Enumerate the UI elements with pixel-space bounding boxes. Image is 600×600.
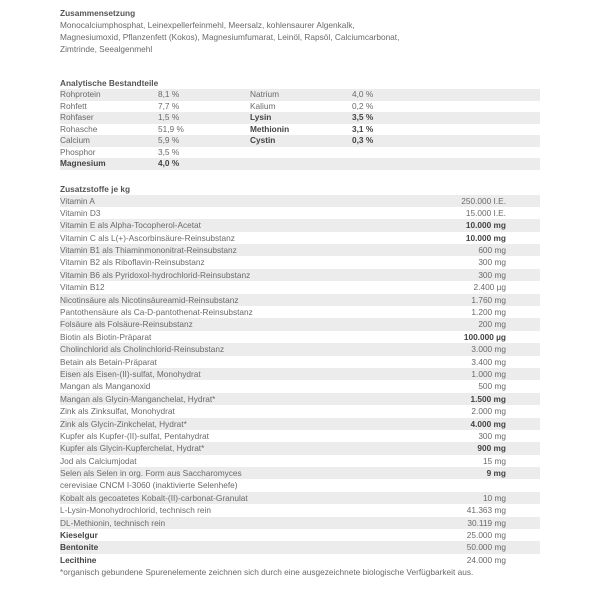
analytics-name: Rohprotein (60, 89, 101, 99)
additive-value: 300 mg (478, 257, 506, 268)
additive-name: cerevisiae CNCM I-3060 (inaktivierte Selenhefe) (60, 480, 238, 491)
analytics-title: Analytische Bestandteile (60, 78, 159, 88)
analytics-table (60, 89, 540, 170)
additive-row (60, 541, 540, 553)
additive-name: Kieselgur (60, 530, 98, 541)
additive-row (60, 232, 540, 244)
additive-name: Nicotinsäure als Nicotinsäureamid-Reinsubstanz (60, 294, 239, 305)
additive-name: Zink als Zinksulfat, Monohydrat (60, 406, 175, 417)
additive-value: 15.000 I.E. (465, 207, 506, 218)
additive-name: Vitamin B6 als Pyridoxol-hydrochlorid-Reinsubstanz (60, 269, 251, 280)
additive-row (60, 207, 540, 219)
analytics-row (60, 135, 540, 147)
additive-row (60, 380, 540, 392)
additive-row (60, 368, 540, 380)
analytics-name: Lysin (250, 112, 272, 122)
additive-name: Mangan als Manganoxid (60, 381, 151, 392)
analytics-row (60, 101, 540, 113)
additive-row (60, 455, 540, 467)
analytics-value: 3,1 % (352, 123, 374, 134)
additive-row (60, 405, 540, 417)
analytics-value: 0,3 % (352, 135, 374, 145)
additive-name: Vitamin E als Alpha-Tocopherol-Acetat (60, 220, 201, 231)
additive-value: 10 mg (482, 492, 506, 503)
additive-value: 9 mg (486, 468, 506, 479)
additive-row (60, 393, 540, 405)
analytics-name (250, 147, 352, 159)
analytics-name: Rohfaser (60, 112, 94, 122)
additive-name: Eisen als Eisen-(II)-sulfat, Monohydrat (60, 368, 201, 379)
composition-line: Zimtrinde, Seealgenmehl (60, 44, 153, 54)
additive-value: 1.500 mg (470, 393, 506, 404)
document (60, 7, 540, 578)
additive-name: Vitamin B12 (60, 282, 105, 293)
additive-value: 25.000 mg (466, 530, 506, 541)
additive-row (60, 430, 540, 442)
additive-value: 10.000 mg (465, 232, 506, 243)
analytics-name (250, 158, 352, 170)
additive-name: DL-Methionin, technisch rein (60, 517, 166, 528)
additive-row (60, 281, 540, 293)
additive-name: Vitamin A (60, 195, 95, 206)
analytics-name: Cystin (250, 135, 276, 145)
analytics-value: 5,9 % (158, 135, 180, 145)
additive-name: Vitamin C als L(+)-Ascorbinsäure-Reinsubstanz (60, 232, 235, 243)
additives-table (60, 195, 540, 567)
analytics-row (60, 112, 540, 124)
analytics-name: Rohasche (60, 123, 98, 134)
additive-name: Mangan als Glycin-Manganchelat, Hydrat* (60, 393, 216, 404)
additive-row (60, 479, 540, 491)
additive-name: Vitamin B1 als Thiaminmononitrat-Reinsubstanz (60, 245, 237, 256)
additive-name: Kupfer als Glycin-Kupferchelat, Hydrat* (60, 443, 205, 454)
additive-value: 3.000 mg (471, 344, 506, 355)
additive-value: 1.200 mg (471, 307, 506, 318)
additive-row (60, 306, 540, 318)
additive-name: Jod als Calciumjodat (60, 455, 137, 466)
analytics-value: 7,7 % (158, 100, 180, 111)
additive-row (60, 195, 540, 207)
additive-value: 500 mg (478, 381, 506, 392)
additive-value: 41.363 mg (466, 505, 506, 516)
additive-name: Lecithine (60, 554, 97, 565)
analytics-row (60, 158, 540, 170)
additive-name: Cholinchlorid als Cholinchlorid-Reinsubstanz (60, 344, 225, 355)
additive-row (60, 504, 540, 516)
analytics-value: 3,5 % (352, 112, 374, 122)
analytics-value (352, 147, 432, 159)
additive-value: 200 mg (478, 319, 506, 330)
additive-value: 900 mg (477, 443, 506, 454)
additive-row (60, 269, 540, 281)
composition-line: Monocalciumphosphat, Leinexpellerfeinmehl, Meersalz, kohlensaurer Algenkalk, (60, 20, 355, 30)
additive-value: 4.000 mg (470, 418, 506, 429)
additive-row (60, 442, 540, 454)
analytics-name: Natrium (250, 89, 280, 99)
additive-value: 300 mg (478, 430, 506, 441)
additive-value: 15 mg (482, 455, 506, 466)
analytics-value: 0,2 % (352, 100, 374, 111)
footnote: *organisch gebundene Spurenelemente zeichnen sich durch eine ausgezeichnete biologische Verfügbarkeit aus. (60, 567, 474, 578)
additive-row (60, 356, 540, 368)
analytics-name: Phosphor (60, 146, 96, 157)
additive-name: Selen als Selen in org. Form aus Saccharomyces (60, 468, 242, 479)
additive-value: 10.000 mg (465, 220, 506, 231)
additive-name: Kupfer als Kupfer-(II)-sulfat, Pentahydrat (60, 430, 209, 441)
analytics-row (60, 147, 540, 159)
additive-value: 50.000 mg (466, 542, 506, 553)
additive-row (60, 467, 540, 479)
additive-value (420, 479, 540, 491)
additive-row (60, 492, 540, 504)
additive-row (60, 554, 540, 566)
additive-row (60, 219, 540, 231)
additive-name: Biotin als Biotin-Präparat (60, 331, 152, 342)
analytics-name: Kalium (250, 100, 276, 111)
additive-value: 1.760 mg (471, 294, 506, 305)
additive-row (60, 244, 540, 256)
additive-value: 600 mg (478, 245, 506, 256)
additive-row (60, 256, 540, 268)
additive-row (60, 318, 540, 330)
additive-value: 100.000 µg (463, 331, 506, 342)
analytics-name: Calcium (60, 135, 90, 145)
additive-value: 300 mg (478, 269, 506, 280)
additive-row (60, 294, 540, 306)
additive-row (60, 331, 540, 343)
additives-title: Zusatzstoffe je kg (60, 183, 131, 194)
additive-name: Kobalt als gecoatetes Kobalt-(II)-carbonat-Granulat (60, 492, 248, 503)
analytics-value: 51,9 % (158, 123, 184, 134)
analytics-value: 3,5 % (158, 146, 180, 157)
additive-value: 1.000 mg (471, 368, 506, 379)
analytics-name: Methionin (250, 123, 290, 134)
analytics-value: 4,0 % (158, 158, 180, 168)
additive-value: 2.400 µg (473, 282, 506, 293)
additive-row (60, 529, 540, 541)
analytics-row (60, 124, 540, 136)
composition-text (60, 19, 540, 55)
analytics-value: 1,5 % (158, 112, 180, 122)
additive-row (60, 418, 540, 430)
additive-name: Zink als Glycin-Zinkchelat, Hydrat* (60, 418, 187, 429)
analytics-row (60, 89, 540, 101)
additive-name: L-Lysin-Monohydrochlorid, technisch rein (60, 505, 211, 516)
additive-value: 250.000 I.E. (461, 195, 506, 206)
additive-value: 3.400 mg (471, 356, 506, 367)
additive-name: Pantothensäure als Ca-D-pantothenat-Reinsubstanz (60, 307, 253, 318)
additive-name: Vitamin B2 als Riboflavin-Reinsubstanz (60, 257, 205, 268)
analytics-name: Magnesium (60, 158, 106, 168)
additive-row (60, 343, 540, 355)
additive-name: Betain als Betain-Präparat (60, 356, 157, 367)
analytics-name: Rohfett (60, 100, 87, 111)
additive-row (60, 517, 540, 529)
analytics-value: 4,0 % (352, 89, 374, 99)
additive-name: Folsäure als Folsäure-Reinsubstanz (60, 319, 193, 330)
additive-value: 2.000 mg (471, 406, 506, 417)
additive-value: 30.119 mg (467, 517, 506, 528)
additive-name: Vitamin D3 (60, 207, 101, 218)
composition-title: Zusammensetzung (60, 8, 136, 18)
additive-value: 24.000 mg (466, 554, 506, 565)
composition-line: Magnesiumoxid, Pflanzenfett (Kokos), Magnesiumfumarat, Leinöl, Rapsöl, Calciumcarbonat, (60, 32, 400, 42)
additive-name: Bentonite (60, 542, 99, 553)
analytics-value (352, 158, 432, 170)
analytics-value: 8,1 % (158, 89, 180, 99)
